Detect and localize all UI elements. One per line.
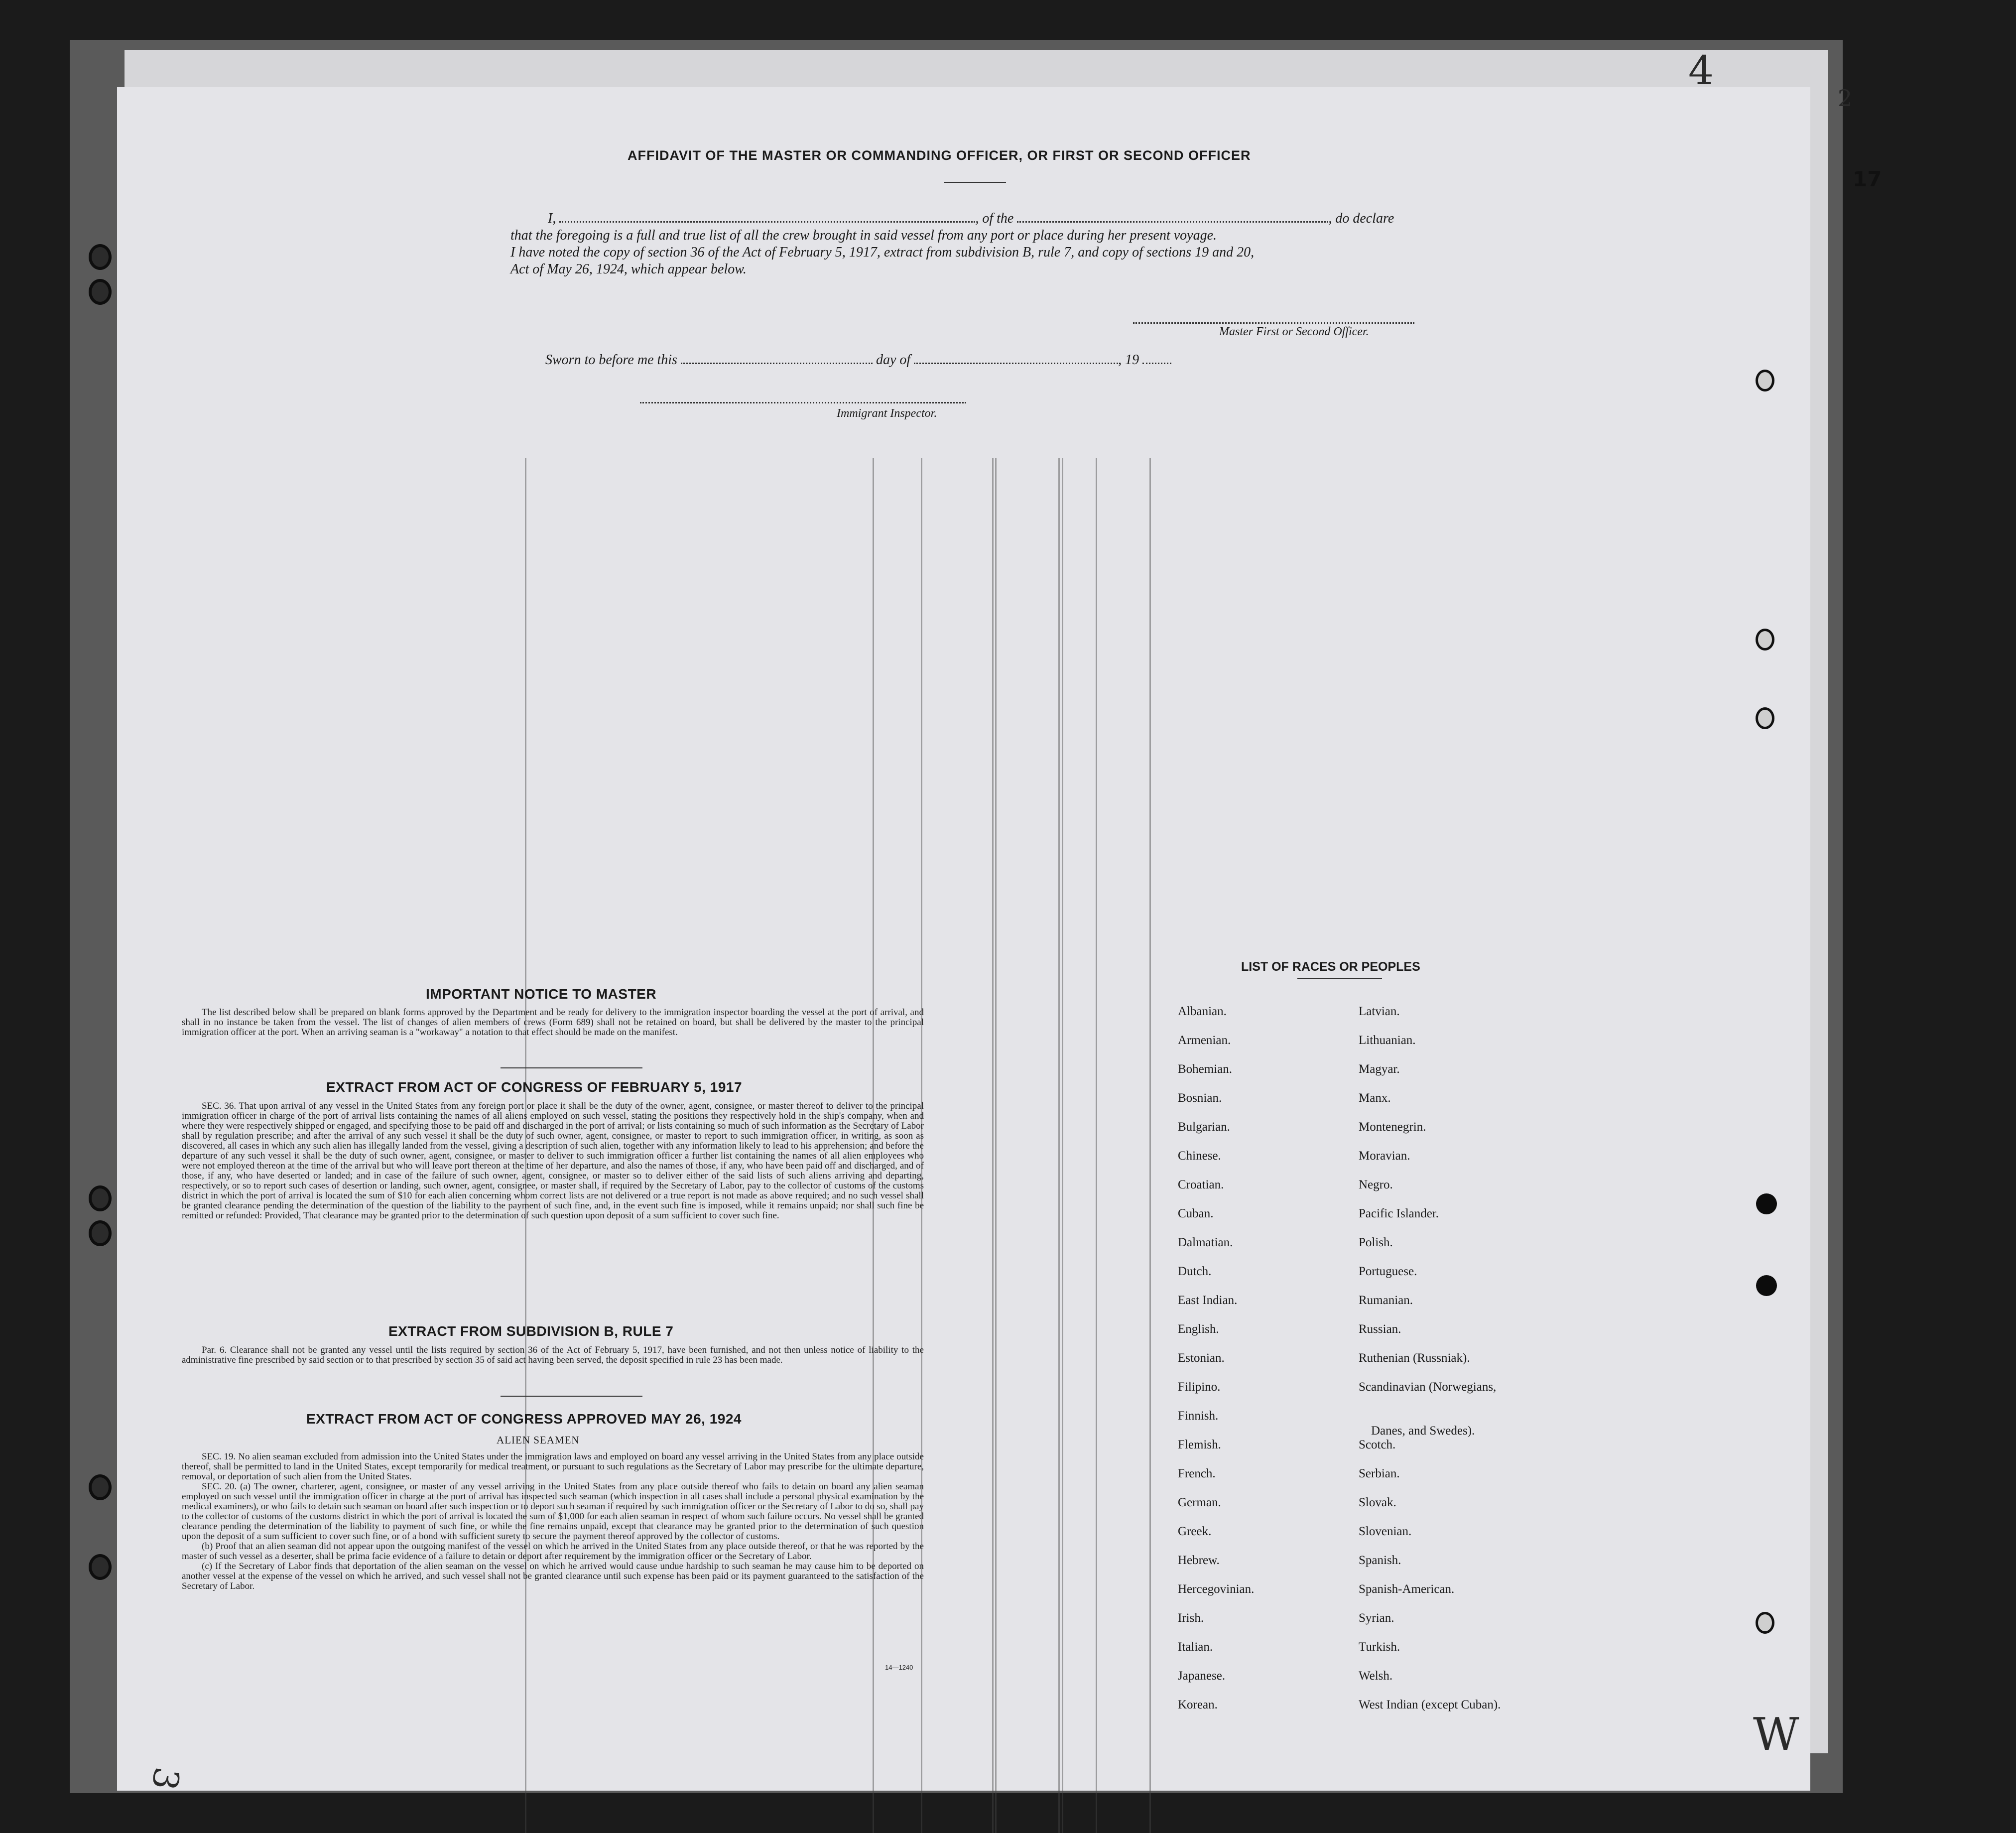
document-page <box>117 87 1810 1794</box>
sworn-line <box>545 352 1171 368</box>
race-item: Moravian. <box>1359 1149 1410 1163</box>
race-item: Lithuanian. <box>1359 1034 1416 1047</box>
race-item: Danes, and Swedes). <box>1371 1424 1475 1438</box>
form-number: 14—1240 <box>885 1664 913 1671</box>
race-item: Russian. <box>1359 1322 1401 1336</box>
act-1924-title: EXTRACT FROM ACT OF CONGRESS APPROVED MAY 26, 1924 <box>306 1411 742 1427</box>
race-item: French. <box>1178 1467 1216 1480</box>
punch-hole <box>1756 629 1774 651</box>
race-item: Armenian. <box>1178 1034 1231 1047</box>
race-item: Chinese. <box>1178 1149 1221 1163</box>
race-item: Latvian. <box>1359 1005 1400 1018</box>
race-item: Dalmatian. <box>1178 1236 1233 1249</box>
declaration-line-4: Act of May 26, 1924, which appear below. <box>510 262 747 277</box>
rule-7-paragraph: Par. 6. Clearance shall not be granted any vessel until the lists required by section 36 of the Act of February 5, 1917, have been furnished, and not then unless notice of liability to the administrative fine prescribed by said section or to that prescribed by section 35 of said act having been served, the deposit specified in rule 23 has been made. <box>182 1345 924 1365</box>
title-rule <box>944 182 1006 183</box>
inspector-signature-line <box>640 402 966 403</box>
side-stamp-number: 17 <box>1853 167 1882 191</box>
punch-hole <box>1756 370 1774 392</box>
race-item: English. <box>1178 1322 1219 1336</box>
binding-hole <box>89 1220 112 1246</box>
vessel-name-blank <box>1017 221 1328 223</box>
binding-hole <box>89 279 112 305</box>
race-item: Syrian. <box>1359 1611 1394 1625</box>
race-item: Bosnian. <box>1178 1091 1222 1105</box>
binding-hole <box>89 1474 112 1500</box>
races-title: LIST OF RACES OR PEOPLES <box>1241 960 1420 974</box>
race-item: Montenegrin. <box>1359 1120 1426 1134</box>
sec-20c-paragraph: (c) If the Secretary of Labor finds that deportation of the alien seaman on the vessel on which he arrived would cause undue hardship to such seaman he may cause him to be deported on another vessel at the expense of the vessel on which he arrived, and such vessel shall not be granted clearance until such expense has been paid or its payment guaranteed to the satisfaction of the Secretary of Labor. <box>182 1561 924 1591</box>
rule-7-title: EXTRACT FROM SUBDIVISION B, RULE 7 <box>388 1323 674 1339</box>
race-item: Rumanian. <box>1359 1294 1413 1307</box>
race-item: Finnish. <box>1178 1409 1219 1423</box>
vessel-label: , of the <box>975 211 1014 226</box>
ghost-column-rule <box>995 458 997 1833</box>
race-item: Croatian. <box>1178 1178 1224 1191</box>
affidavit-title: AFFIDAVIT OF THE MASTER OR COMMANDING OFFICER, OR FIRST OR SECOND OFFICER <box>628 148 1251 163</box>
race-item: Flemish. <box>1178 1438 1221 1451</box>
punch-hole <box>1756 1193 1777 1214</box>
race-item: Greek. <box>1178 1525 1212 1538</box>
binding-hole <box>89 244 112 270</box>
section-rule <box>501 1067 642 1068</box>
sworn-month-blank <box>914 362 1118 364</box>
act-1924-text <box>182 1452 924 1591</box>
race-item: Manx. <box>1359 1091 1391 1105</box>
race-item: Negro. <box>1359 1178 1393 1191</box>
race-item: Spanish-American. <box>1359 1582 1455 1596</box>
sworn-date-blank <box>681 362 873 364</box>
sworn-year-label: , 19 <box>1118 352 1139 368</box>
master-signature-line <box>1133 322 1414 324</box>
race-item: Welsh. <box>1359 1669 1393 1683</box>
section-rule <box>501 1396 642 1397</box>
races-title-rule <box>1297 978 1382 979</box>
inspector-signature-label: Immigrant Inspector. <box>837 407 937 420</box>
sworn-label: Sworn to before me this <box>545 352 677 368</box>
act-1917-paragraph: SEC. 36. That upon arrival of any vessel in the United States from any foreign port or place it shall be the duty of the owner, agent, consignee, or master thereof to deliver to the principal immigration officer in charge of the port of arrival lists containing the names of all aliens employed on such vessel, stating the positions they respectively hold in the ship's company, when and where they were respectively shipped or engaged, and specifying those to be paid off and discharged in the port of arrival; or lists containing so much of such information as the Secretary of Labor shall by regulation prescribe; and after the arrival of any such vessel it shall be the duty of such owner, agent, consignee, or master to report to such immigration officer, in writing, as soon as discovered, all cases in which any such alien has illegally landed from the vessel, giving a description of such alien, together with any information likely to lead to his apprehension; and before the departure of any such vessel it shall be the duty of such owner, agent, consignee, or master to deliver to such immigration officer a further list containing the names of all alien employees who were not employed thereon at the time of the arrival but who will leave port thereon at the time of her departure, and also the names of those, if any, who have been paid off and discharged, and of those, if any, who have deserted or landed; and in case of the failure of such owner, agent, consignee, or master so to deliver either of the said lists of such aliens arriving and departing, respectively, or so to report such cases of desertion or landing, such owner, agent, consignee, or master shall, if required by the Secretary of Labor, pay to the collector of customs of the customs district in which the port of arrival is located the sum of $10 for each alien concerning whom correct lists are not delivered or a true report is not made as above required; and no such vessel shall be granted clearance pending the determination of the question of the liability to the payment of such fine, and, in the event such fine is imposed, while it remains unpaid; nor shall such fine be remitted or refunded: Provided, That clearance may be granted prior to the determination of such question upon deposit of a sum sufficient to cover such fine. <box>182 1101 924 1221</box>
race-item: Scandinavian (Norwegians, <box>1359 1380 1497 1394</box>
sec-19-paragraph: SEC. 19. No alien seaman excluded from admission into the United States under the immigration laws and employed on board any vessel arriving in the United States from any place outside thereof, shall be permitted to land in the United States, except temporarily for medical treatment, or pursuant to such regulations as the Secretary of Labor may prescribe for the ultimate departure, removal, or deportation of such alien from the United States. <box>182 1451 924 1482</box>
declaration-line-1 <box>548 211 1394 227</box>
bottom-right-mark: W <box>1753 1708 1799 1761</box>
race-item: Hebrew. <box>1178 1554 1220 1567</box>
ghost-column-rule <box>1058 458 1060 1833</box>
binding-hole <box>89 1554 112 1580</box>
race-item: Japanese. <box>1178 1669 1226 1683</box>
race-item: Polish. <box>1359 1236 1393 1249</box>
act-1917-text <box>182 1101 924 1221</box>
side-pencil-mark: 2 <box>1838 85 1853 112</box>
punch-hole <box>1756 1275 1777 1296</box>
race-item: West Indian (except Cuban). <box>1359 1698 1501 1711</box>
ghost-column-rule <box>992 458 994 1833</box>
declaration-line-2: that the foregoing is a full and true list of all the crew brought in said vessel from any port or place during her present voyage. <box>510 228 1217 243</box>
race-item: Turkish. <box>1359 1640 1400 1654</box>
rule-7-text <box>182 1345 924 1365</box>
race-item: Ruthenian (Russniak). <box>1359 1351 1470 1365</box>
punch-hole <box>1756 1612 1774 1634</box>
bottom-left-mark: 3 <box>143 1764 188 1794</box>
sec-20a-paragraph: SEC. 20. (a) The owner, charterer, agent, consignee, or master of any vessel arriving in the United States from any place outside thereof who fails to detain on board any alien seaman employed on such vessel until the immigration officer in charge at the port of arrival has inspected such seaman (which inspection in all cases shall include a personal physical examination by the medical examiners), or who fails to detain such seaman on board after such inspection or to deport such seaman if required by such immigration officer or the Secretary of Labor to do so, shall pay to the collector of customs of the customs district in which the port of arrival is located the sum of $1,000 for each alien seaman in respect of whom such failure occurs. No vessel shall be granted clearance pending the determination of the liability to payment of such fine, or while the fine remains unpaid, except that clearance may be granted prior to the determination of such question upon the deposit of a sum sufficient to cover such fine, or of a bond with sufficient surety to secure the payment thereof approved by the collector of customs. <box>182 1481 924 1542</box>
race-item: East Indian. <box>1178 1294 1238 1307</box>
race-item: Bohemian. <box>1178 1062 1233 1076</box>
sworn-year-blank <box>1142 362 1171 364</box>
race-item: Slovenian. <box>1359 1525 1412 1538</box>
race-item: Dutch. <box>1178 1265 1212 1278</box>
race-item: Spanish. <box>1359 1554 1401 1567</box>
race-item: Italian. <box>1178 1640 1213 1654</box>
act-1917-title: EXTRACT FROM ACT OF CONGRESS OF FEBRUARY 5, 1917 <box>326 1079 743 1095</box>
notice-text <box>182 1008 924 1038</box>
sec-20b-paragraph: (b) Proof that an alien seaman did not appear upon the outgoing manifest of the vessel on which he arrived in the United States from any place outside thereof, or that he was reported by the master of such vessel as a deserter, shall be prima facie evidence of a failure to detain or deport after requirement by the immigration officer or the Secretary of Labor. <box>182 1541 924 1562</box>
race-item: Bulgarian. <box>1178 1120 1230 1134</box>
race-item: Slovak. <box>1359 1496 1396 1509</box>
race-item: Pacific Islander. <box>1359 1207 1439 1220</box>
race-item: German. <box>1178 1496 1221 1509</box>
race-item: Korean. <box>1178 1698 1218 1711</box>
sworn-day-label: day of <box>876 352 911 368</box>
declarant-label: I, <box>548 211 556 226</box>
race-item: Irish. <box>1178 1611 1204 1625</box>
ghost-column-rule <box>1149 458 1151 1833</box>
race-item: Hercegovinian. <box>1178 1582 1255 1596</box>
race-item: Estonian. <box>1178 1351 1225 1365</box>
race-item: Filipino. <box>1178 1380 1221 1394</box>
ghost-column-rule <box>1062 458 1063 1833</box>
page-number-handwritten: 4 <box>1688 47 1714 94</box>
notice-paragraph: The list described below shall be prepared on blank forms approved by the Department and be ready for delivery to the immigration inspector boarding the vessel at the port of arrival, and shall in no instance be taken from the vessel. The list of changes of alien members of crews (Form 689) shall not be retained on board, but shall be delivered by the master to the principal immigration officer at the port. When an arriving seaman is a "workaway" a notation to that effect should be made on the manifest. <box>182 1007 924 1038</box>
master-signature-label: Master First or Second Officer. <box>1219 325 1369 338</box>
race-item: Portuguese. <box>1359 1265 1417 1278</box>
punch-hole <box>1756 707 1774 729</box>
binding-hole <box>89 1185 112 1211</box>
race-item: Serbian. <box>1359 1467 1400 1480</box>
race-item: Albanian. <box>1178 1005 1227 1018</box>
declarant-name-blank <box>559 221 975 223</box>
notice-title: IMPORTANT NOTICE TO MASTER <box>426 986 657 1002</box>
race-item: Scotch. <box>1359 1438 1396 1451</box>
declaration-line-3: I have noted the copy of section 36 of the Act of February 5, 1917, extract from subdivision B, rule 7, and copy of sections 19 and 20, <box>510 245 1255 260</box>
race-item: Cuban. <box>1178 1207 1214 1220</box>
alien-seamen-subtitle: ALIEN SEAMEN <box>497 1434 580 1446</box>
declare-label: , do declare <box>1328 211 1394 226</box>
ghost-column-rule <box>1096 458 1097 1833</box>
race-item: Magyar. <box>1359 1062 1400 1076</box>
